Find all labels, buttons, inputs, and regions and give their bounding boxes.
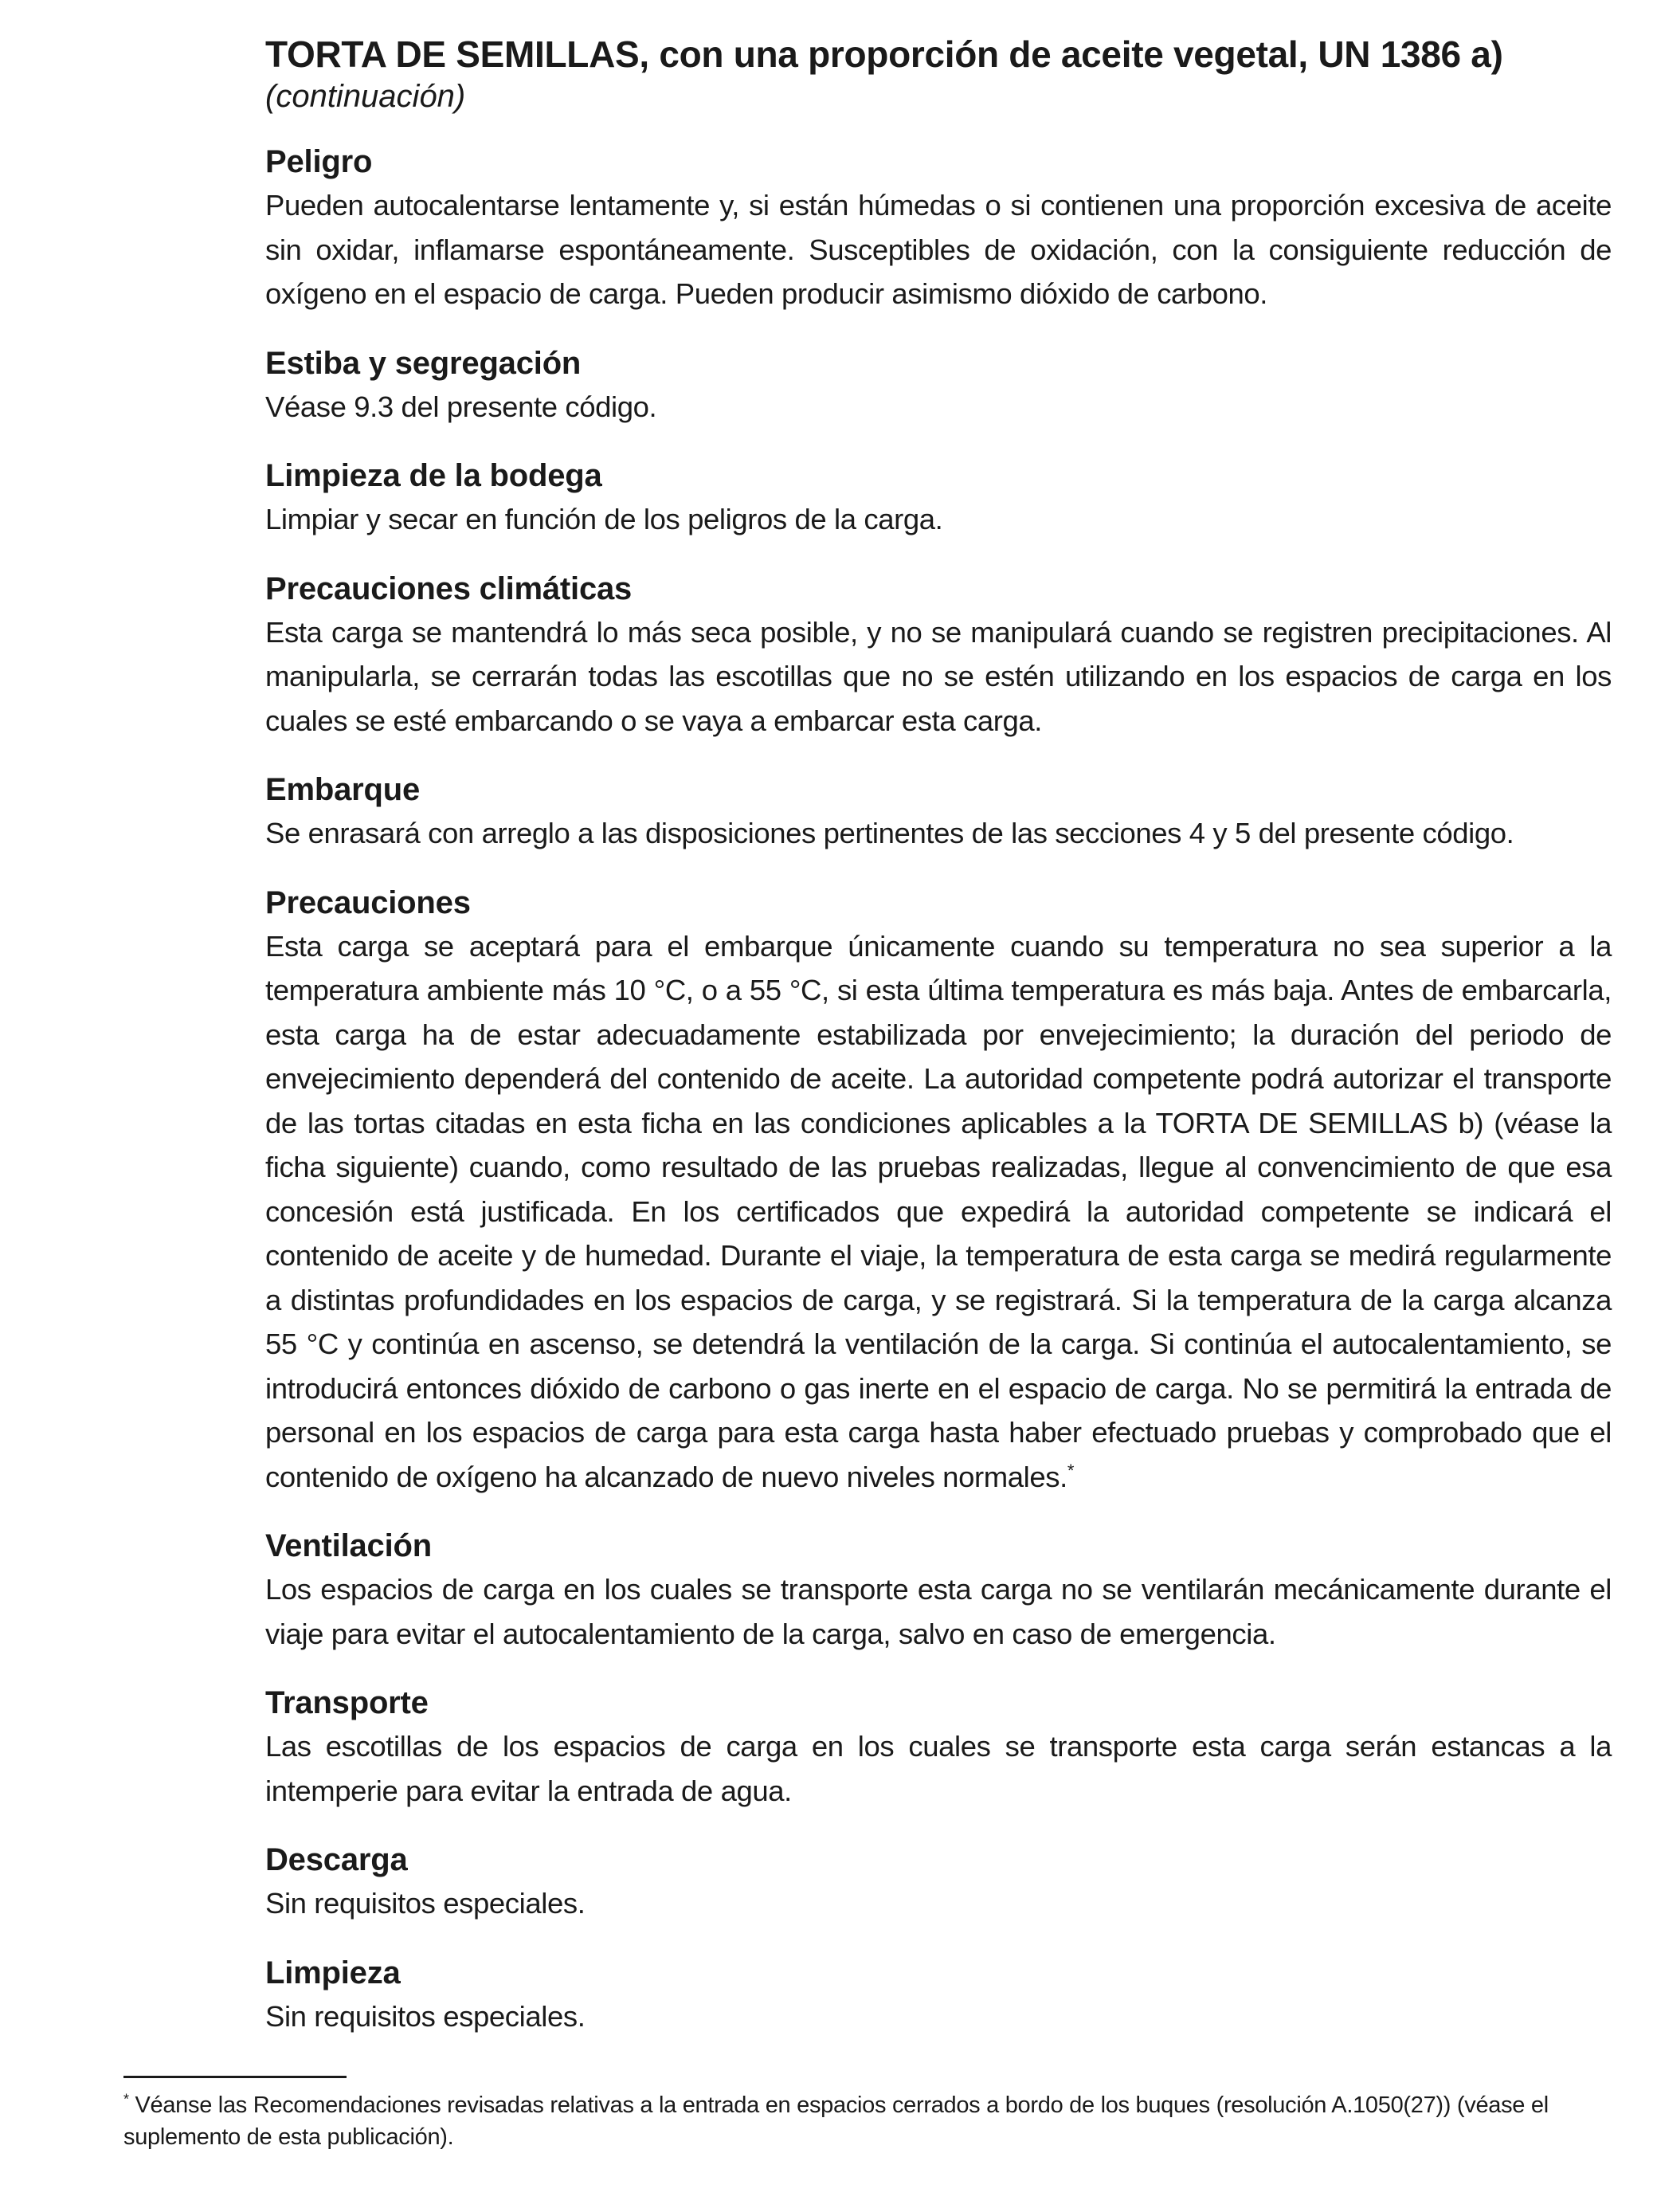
section-body: Los espacios de carga en los cuales se transporte esta carga no se ventilarán mecánicamente durante el viaje para evitar el autocalentamiento de la carga, salvo en caso de emergencia. (265, 1573, 1612, 1650)
page-subtitle: (continuación) (265, 79, 466, 114)
section-body: Sin requisitos especiales. (265, 1887, 586, 1920)
section-transporte (265, 1681, 1612, 1813)
section-body: Véase 9.3 del presente código. (265, 390, 657, 423)
section-heading: Peligro (265, 144, 373, 179)
section-heading: Estiba y segregación (265, 345, 582, 381)
section-embarque (265, 768, 1612, 856)
section-heading: Transporte (265, 1685, 429, 1720)
section-ventilacion (265, 1524, 1612, 1656)
footnote-divider (123, 2076, 347, 2078)
section-peligro (265, 140, 1612, 316)
section-body: Esta carga se aceptará para el embarque únicamente cuando su temperatura no sea superior a la temperatura ambiente más 10 °C, o a 55 °C, si esta última temperatura es más baja. Antes de embarcarla, esta carga ha de estar adecuadamente estabilizada por envejecimiento; la duración del periodo de envejecimiento dependerá del contenido de aceite. La autoridad competente podrá autorizar el transporte de las tortas citadas en esta ficha en las condiciones aplicables a la TORTA DE SEMILLAS b) (véase la ficha siguiente) cuando, como resultado de las pruebas realizadas, llegue al convencimiento de que esa concesión está justificada. En los certificados que expedirá la autoridad competente se indicará el contenido de aceite y de humedad. Durante el viaje, la temperatura de esta carga se medirá regularmente a distintas profundidades en los espacios de carga, y se registrará. Si la temperatura de la carga alcanza 55 °C y continúa en ascenso, se detendrá la ventilación de la carga. Si continúa el autocalentamiento, se introducirá entonces dióxido de carbono o gas inerte en el espacio de carga. No se permitirá la entrada de personal en los espacios de carga para esta carga hasta haber efectuado pruebas y comprobado que el contenido de oxígeno ha alcanzado de nuevo niveles normales. (265, 929, 1612, 1493)
section-body-with-footnote (265, 924, 1612, 1500)
section-heading: Limpieza (265, 1955, 401, 1990)
footnote (123, 2089, 1613, 2153)
section-body: Limpiar y secar en función de los peligros de la carga. (265, 503, 943, 535)
section-precauciones-climaticas (265, 567, 1612, 743)
section-body: Sin requisitos especiales. (265, 1999, 586, 2033)
section-body: Las escotillas de los espacios de carga en los cuales se transporte esta carga serán estancas a la intemperie para evitar la entrada de agua. (265, 1730, 1612, 1807)
document-content (265, 32, 1612, 2064)
section-heading: Embarque (265, 772, 421, 807)
section-estiba-y-segregacion (265, 342, 1612, 429)
section-limpieza (265, 1951, 1612, 2039)
page-title: TORTA DE SEMILLAS, con una proporción de aceite vegetal, UN 1386 a) (265, 33, 1503, 75)
footnote-reference[interactable]: * (1067, 1460, 1075, 1481)
section-descarga (265, 1838, 1612, 1926)
section-heading: Descarga (265, 1842, 408, 1877)
section-heading: Precauciones climáticas (265, 571, 633, 606)
footnote-text: Véanse las Recomendaciones revisadas relativas a la entrada en espacios cerrados a bordo de los buques (resolución A.1050(27)) (véase el suplemento de esta publicación). (123, 2092, 1549, 2150)
section-limpieza-de-la-bodega (265, 454, 1612, 542)
footnote-marker: * (123, 2091, 129, 2108)
section-body: Esta carga se mantendrá lo más seca posible, y no se manipulará cuando se registren precipitaciones. Al manipularla, se cerrarán todas las escotillas que no se estén utilizando en los espacios de carga en los cuales se esté embarcando o se vaya a embarcar esta carga. (265, 615, 1612, 737)
section-body: Pueden autocalentarse lentamente y, si están húmedas o si contienen una proporción excesiva de aceite sin oxidar, inflamarse espontáneamente. Susceptibles de oxidación, con la consiguiente reducción de oxígeno en el espacio de carga. Pueden producir asimismo dióxido de carbono. (265, 189, 1612, 310)
section-body: Se enrasará con arreglo a las disposiciones pertinentes de las secciones 4 y 5 del presente código. (265, 817, 1514, 849)
section-precauciones (265, 881, 1612, 1500)
section-heading: Precauciones (265, 884, 471, 920)
section-heading: Limpieza de la bodega (265, 458, 602, 493)
section-heading: Ventilación (265, 1528, 432, 1563)
